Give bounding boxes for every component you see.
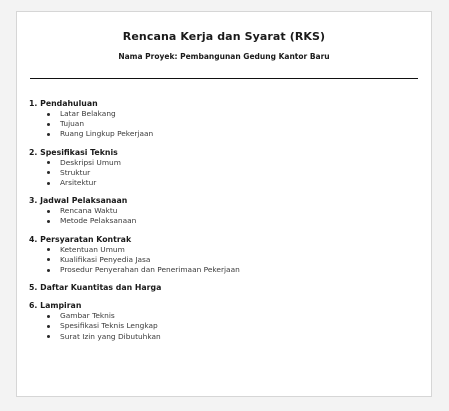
section-heading: 5. Daftar Kuantitas dan Harga [29,283,162,293]
list-item [47,158,419,168]
list-item-label: Gambar Teknis [60,311,115,321]
section-heading: 3. Jadwal Pelaksanaan [29,196,128,206]
bullet-icon [47,269,50,272]
section-item-list [29,206,419,226]
bullet-icon [47,182,50,185]
list-item-label: Kualifikasi Penyedia Jasa [60,254,151,264]
bullet-icon [47,123,50,126]
list-item-label: Rencana Waktu [60,206,118,216]
bullet-icon [47,171,50,174]
section-heading: 2. Spesifikasi Teknis [29,147,118,157]
bullet-icon [47,113,50,116]
list-item-label: Struktur [60,167,91,177]
bullet-icon [47,325,50,328]
list-item-label: Prosedur Penyerahan dan Penerimaan Pekerjaan [60,265,240,275]
section [29,301,419,342]
bullet-icon [47,161,50,164]
list-item [47,245,419,255]
sections-container [29,99,419,350]
bullet-icon [47,133,50,136]
list-item [47,168,419,178]
section [29,235,419,276]
bullet-icon [47,335,50,338]
list-item [47,321,419,331]
section [29,196,419,226]
list-item-label: Ruang Lingkup Pekerjaan [60,129,154,139]
bullet-icon [47,220,50,223]
list-item [47,119,419,129]
list-item [47,216,419,226]
section-heading: 4. Persyaratan Kontrak [29,234,132,244]
section [29,283,419,293]
document-page [16,11,432,397]
list-item [47,332,419,342]
list-item [47,265,419,275]
list-item [47,255,419,265]
bullet-icon [47,258,50,261]
section-item-list [29,158,419,189]
bullet-icon [47,315,50,318]
list-item-label: Surat Izin yang Dibutuhkan [60,331,161,341]
list-item [47,311,419,321]
bullet-icon [47,210,50,213]
list-item-label: Ketentuan Umum [60,244,125,254]
list-item [47,129,419,139]
section [29,148,419,189]
list-item [47,178,419,188]
bullet-icon [47,248,50,251]
section [29,99,419,140]
document-title: Rencana Kerja dan Syarat (RKS) [122,30,326,43]
list-item-label: Tujuan [60,119,85,129]
list-item-label: Metode Pelaksanaan [60,216,137,226]
header-divider [30,78,418,79]
list-item [47,109,419,119]
list-item-label: Spesifikasi Teknis Lengkap [60,321,158,331]
list-item-label: Latar Belakang [60,109,116,118]
section-item-list [29,245,419,276]
section-item-list [29,311,419,342]
list-item-label: Arsitektur [60,178,97,188]
list-item-label: Deskripsi Umum [60,157,121,167]
section-heading: 1. Pendahuluan [29,99,98,108]
section-heading: 6. Lampiran [29,301,82,311]
section-item-list [29,109,419,140]
project-name: Nama Proyek: Pembangunan Gedung Kantor Baru [118,52,330,61]
list-item [47,206,419,216]
